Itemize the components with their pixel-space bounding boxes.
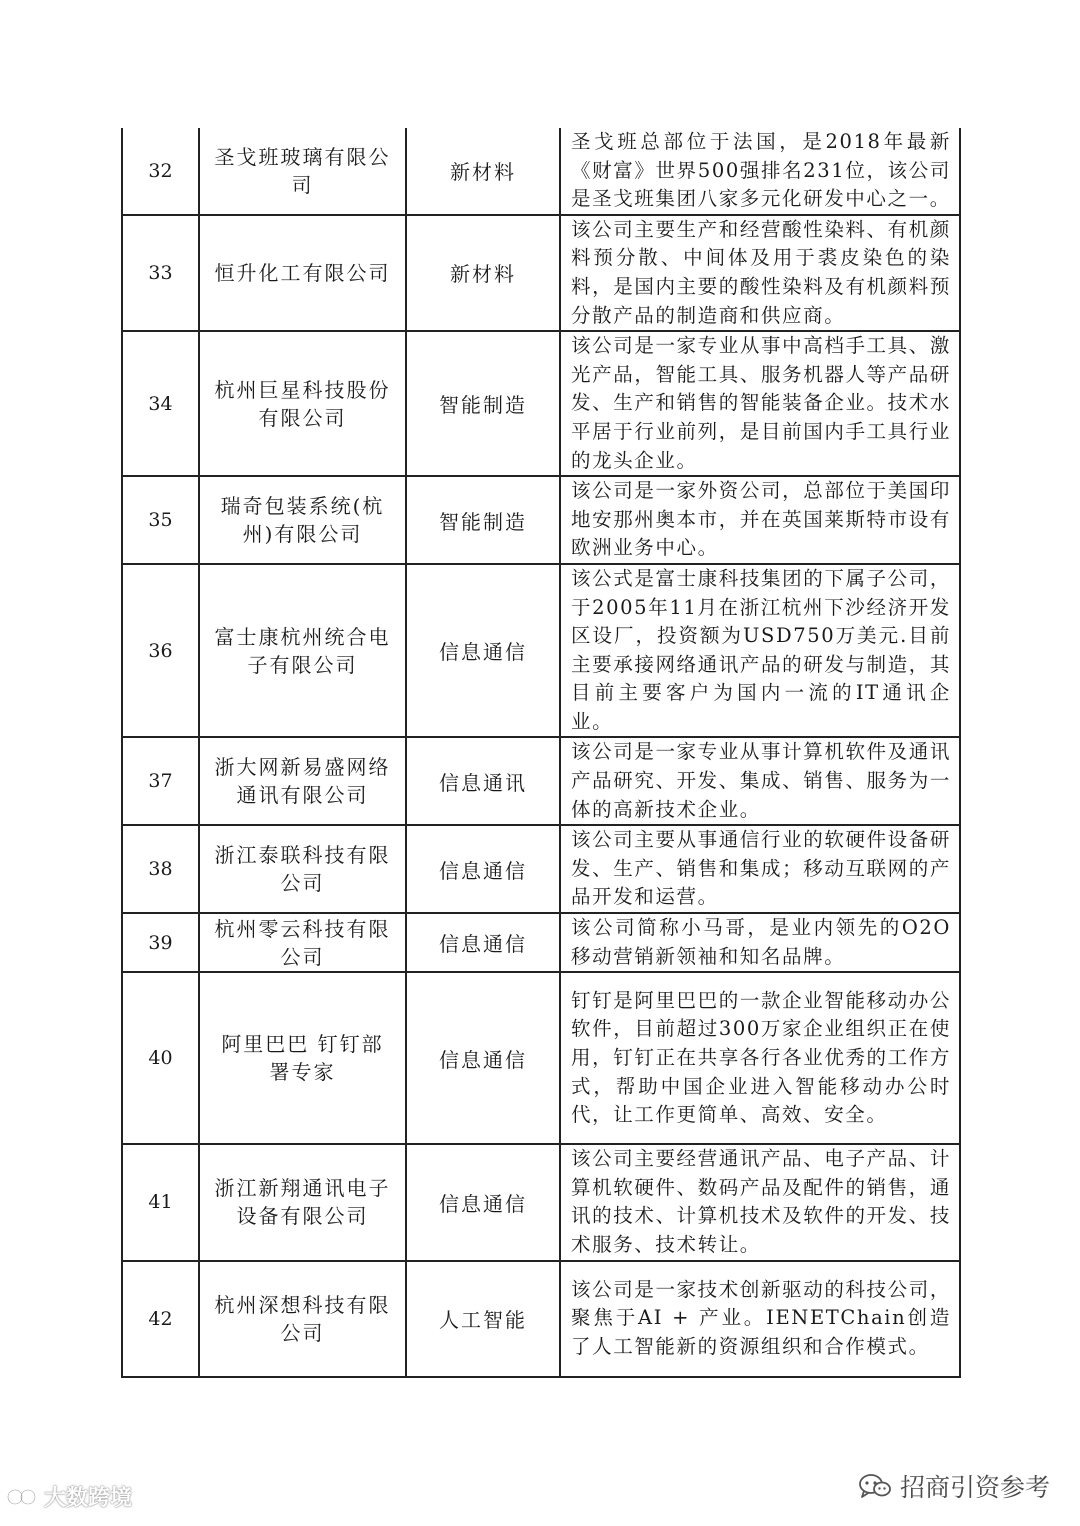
industry: 信息通信 xyxy=(406,825,560,913)
table-row xyxy=(122,913,960,972)
table-row xyxy=(122,128,960,215)
company-description: 该公司是一家专业从事计算机软件及通讯产品研究、开发、集成、销售、服务为一体的高新技术企业。 xyxy=(560,737,960,825)
company-name: 恒升化工有限公司 xyxy=(199,215,406,331)
table-row xyxy=(122,825,960,913)
row-number: 42 xyxy=(122,1261,199,1377)
row-number: 40 xyxy=(122,972,199,1144)
row-number: 38 xyxy=(122,825,199,913)
account-name: 招商引资参考 xyxy=(899,1473,1050,1502)
company-name: 瑞奇包装系统(杭州)有限公司 xyxy=(199,476,406,564)
row-number: 32 xyxy=(122,128,199,215)
row-number: 39 xyxy=(122,913,199,972)
company-name: 杭州深想科技有限公司 xyxy=(199,1261,406,1377)
company-name: 富士康杭州统合电子有限公司 xyxy=(199,564,406,738)
industry: 人工智能 xyxy=(406,1261,560,1377)
row-number: 36 xyxy=(122,564,199,738)
company-name: 浙江泰联科技有限公司 xyxy=(199,825,406,913)
industry: 智能制造 xyxy=(406,331,560,476)
company-name: 杭州巨星科技股份有限公司 xyxy=(199,331,406,476)
company-description: 该公司是一家专业从事中高档手工具、激光产品，智能工具、服务机器人等产品研发、生产和销售的智能装备企业。技术水平居于行业前列，是目前国内手工具行业的龙头企业。 xyxy=(560,331,960,476)
company-description: 该公司是一家外资公司，总部位于美国印地安那州奥本市，并在英国莱斯特市设有欧洲业务中心。 xyxy=(560,476,960,564)
table-row xyxy=(122,564,960,738)
company-description: 该公司简称小马哥，是业内领先的O2O移动营销新领袖和知名品牌。 xyxy=(560,913,960,972)
company-description: 该公司主要经营通讯产品、电子产品、计算机软硬件、数码产品及配件的销售，通讯的技术、计算机技术及软件的开发、技术服务、技术转让。 xyxy=(560,1144,960,1260)
row-number: 41 xyxy=(122,1144,199,1260)
company-description: 该公司主要从事通信行业的软硬件设备研发、生产、销售和集成；移动互联网的产品开发和运营。 xyxy=(560,825,960,913)
company-name: 浙江新翔通讯电子设备有限公司 xyxy=(199,1144,406,1260)
company-name: 阿里巴巴 钉钉部署专家 xyxy=(199,972,406,1144)
company-description: 该公式是富士康科技集团的下属子公司，于2005年11月在浙江杭州下沙经济开发区设厂，投资额为USD750万美元.目前主要承接网络通讯产品的研发与制造，其目前主要客户为国内一流的IT通讯企业。 xyxy=(560,564,960,738)
row-number: 33 xyxy=(122,215,199,331)
table-row xyxy=(122,737,960,825)
table-row xyxy=(122,331,960,476)
company-description: 该公司主要生产和经营酸性染料、有机颜料预分散、中间体及用于裘皮染色的染料，是国内主要的酸性染料及有机颜料预分散产品的制造商和供应商。 xyxy=(560,215,960,331)
row-number: 35 xyxy=(122,476,199,564)
company-name: 浙大网新易盛网络通讯有限公司 xyxy=(199,737,406,825)
row-number: 37 xyxy=(122,737,199,825)
wechat-account xyxy=(858,1468,1050,1504)
company-table xyxy=(121,128,961,1378)
industry: 新材料 xyxy=(406,215,560,331)
company-description: 该公司是一家技术创新驱动的科技公司，聚焦于AI + 产业。IENETChain创造了人工智能新的资源组织和合作模式。 xyxy=(560,1261,960,1377)
industry: 信息通讯 xyxy=(406,737,560,825)
industry: 信息通信 xyxy=(406,1144,560,1260)
table-row xyxy=(122,476,960,564)
industry: 新材料 xyxy=(406,128,560,215)
watermark-text: 大数跨境 xyxy=(44,1486,133,1511)
table-row xyxy=(122,972,960,1144)
company-table-body xyxy=(122,128,960,1377)
table-row xyxy=(122,1144,960,1260)
dashu-logo-icon xyxy=(6,1485,40,1509)
company-description: 钉钉是阿里巴巴的一款企业智能移动办公软件，目前超过300万家企业组织正在使用，钉钉正在共享各行各业优秀的工作方式，帮助中国企业进入智能移动办公时代，让工作更简单、高效、安全。 xyxy=(560,972,960,1144)
industry: 智能制造 xyxy=(406,476,560,564)
company-description: 圣戈班总部位于法国，是2018年最新《财富》世界500强排名231位，该公司是圣戈班集团八家多元化研发中心之一。 xyxy=(560,128,960,215)
wechat-icon xyxy=(858,1472,892,1500)
company-name: 杭州零云科技有限公司 xyxy=(199,913,406,972)
table-row xyxy=(122,1261,960,1377)
watermark xyxy=(6,1481,132,1512)
industry: 信息通信 xyxy=(406,972,560,1144)
industry: 信息通信 xyxy=(406,913,560,972)
table-row xyxy=(122,215,960,331)
industry: 信息通信 xyxy=(406,564,560,738)
row-number: 34 xyxy=(122,331,199,476)
company-name: 圣戈班玻璃有限公司 xyxy=(199,128,406,215)
